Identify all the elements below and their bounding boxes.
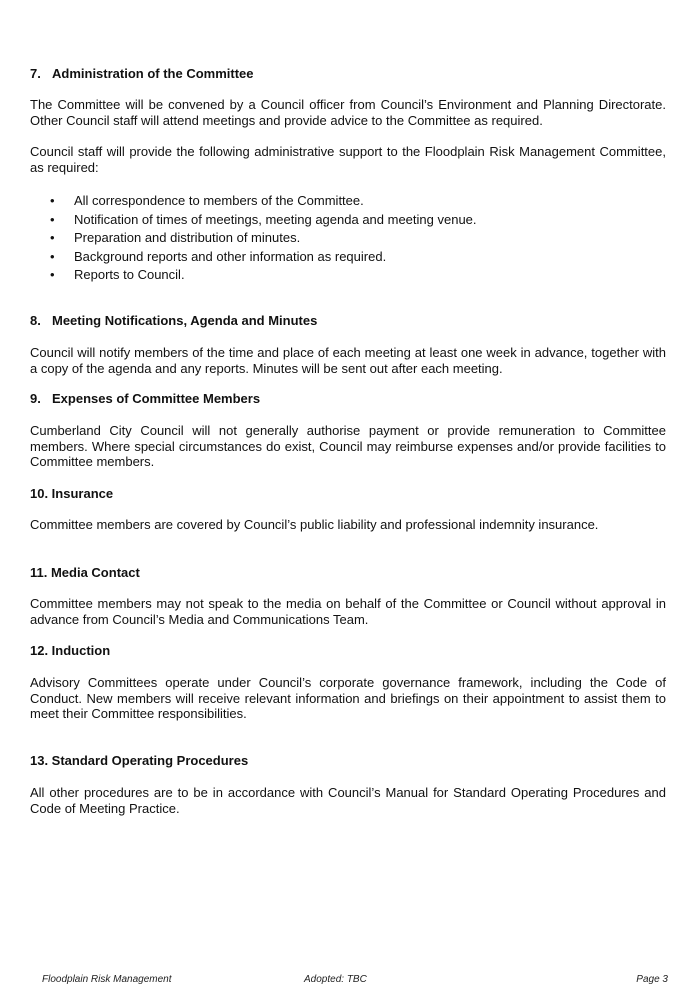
section-7-paragraph-1: The Committee will be convened by a Council officer from Council’s Environment and Planning Directorate. Other Council staff will attend meetings and provide advice to the Committee as required.	[30, 97, 666, 128]
section-title: Expenses of Committee Members	[52, 391, 261, 406]
bullet-icon: •	[50, 267, 55, 282]
list-item: • Preparation and distribution of minutes.	[30, 229, 666, 248]
section-number: 9.	[30, 391, 41, 406]
section-8-paragraph: Council will notify members of the time and place of each meeting at least one week in advance, together with a copy of the agenda and any reports. Minutes will be sent out after each meeting.	[30, 345, 666, 376]
section-7-heading	[30, 66, 666, 82]
section-13-heading: 13. Standard Operating Procedures	[30, 753, 249, 768]
list-item: • All correspondence to members of the Committee.	[30, 192, 666, 211]
section-7-bullet-list	[30, 192, 666, 285]
bullet-icon: •	[50, 248, 55, 264]
list-item: • Notification of times of meetings, meeting agenda and meeting venue.	[30, 211, 666, 230]
footer-page-number: Page 3	[636, 974, 668, 985]
section-13-paragraph: All other procedures are to be in accordance with Council’s Manual for Standard Operating Procedures and Code of Meeting Practice.	[30, 785, 666, 816]
section-12-heading: 12. Induction	[30, 643, 111, 658]
section-11-heading: 11. Media Contact	[30, 565, 140, 580]
bullet-icon: •	[50, 230, 55, 245]
section-title: Administration of the Committee	[52, 66, 254, 81]
section-9-heading	[30, 391, 666, 407]
section-9-paragraph: Cumberland City Council will not generally authorise payment or provide remuneration to Committee members. Where special circumstances do exist, Council may reimburse expenses and/or provide facilities to Committee members.	[30, 423, 666, 470]
section-11-paragraph: Committee members may not speak to the media on behalf of the Committee or Council without approval in advance from Council’s Media and Communications Team.	[30, 596, 666, 627]
section-number: 7.	[30, 66, 41, 81]
footer-document-title: Floodplain Risk Management	[42, 974, 172, 985]
section-7-paragraph-2: Council staff will provide the following administrative support to the Floodplain Risk Management Committee, as required:	[30, 144, 666, 175]
footer-adoption-status: Adopted: TBC	[304, 974, 367, 985]
section-10-paragraph: Committee members are covered by Council’s public liability and professional indemnity insurance.	[30, 517, 599, 532]
page-footer	[42, 974, 668, 988]
bullet-icon: •	[50, 211, 55, 227]
section-10-heading: 10. Insurance	[30, 486, 114, 501]
section-number: 8.	[30, 313, 41, 328]
list-item: • Background reports and other information as required.	[30, 248, 666, 267]
section-title: Meeting Notifications, Agenda and Minutes	[52, 313, 318, 328]
bullet-icon: •	[50, 193, 55, 208]
section-8-heading	[30, 313, 666, 329]
section-12-paragraph: Advisory Committees operate under Council’s corporate governance framework, including the Code of Conduct. New members will receive relevant information and briefings on their appointment to assist them to meet their Committee responsibilities.	[30, 675, 666, 722]
list-item: • Reports to Council.	[30, 266, 666, 285]
